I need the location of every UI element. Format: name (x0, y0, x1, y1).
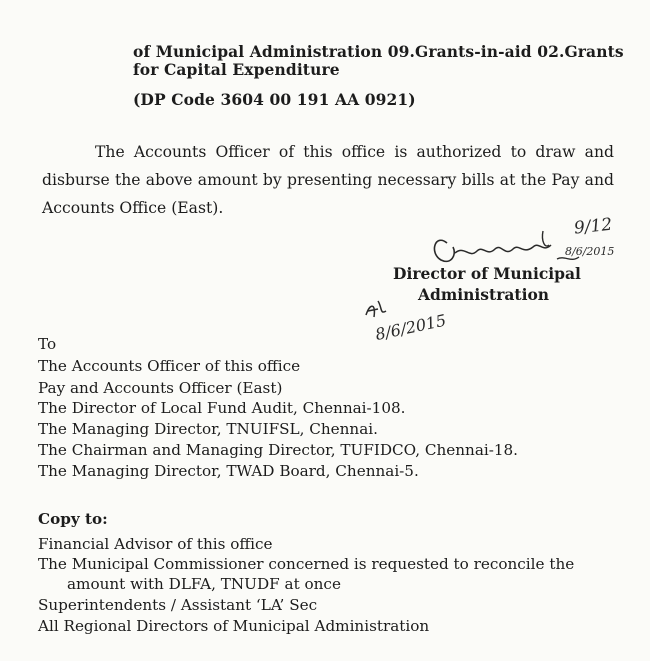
recipient-item: Pay and Accounts Officer (East) (38, 379, 283, 397)
handwritten-initials (360, 295, 460, 345)
recipient-item: The Managing Director, TNUIFSL, Chennai. (38, 420, 378, 438)
copy-item: Superintendents / Assistant ‘LA’ Sec (38, 596, 318, 614)
header-line-2: for Capital Expenditure (133, 60, 340, 79)
copy-to-label: Copy to: (38, 510, 108, 528)
copy-item: The Municipal Commissioner concerned is requested to reconcile the (38, 555, 575, 573)
signature-date-small: 8/6/2015 (565, 245, 615, 258)
svg-text:8/6/2015: 8/6/2015 (373, 310, 448, 345)
header-line-1: of Municipal Administration 09.Grants-in-aid 02.Grants (133, 42, 624, 61)
recipient-item: The Director of Local Fund Audit, Chennai-108. (38, 399, 406, 417)
copy-item: All Regional Directors of Municipal Administration (38, 617, 430, 635)
dp-code: (DP Code 3604 00 191 AA 0921) (133, 90, 416, 109)
handwritten-date-note (570, 212, 630, 242)
recipient-item: The Managing Director, TWAD Board, Chennai-5. (38, 462, 419, 480)
copy-item: Financial Advisor of this office (38, 535, 273, 553)
recipient-item: The Accounts Officer of this office (38, 357, 301, 375)
recipient-item: The Chairman and Managing Director, TUFIDCO, Chennai-18. (38, 441, 519, 459)
copy-item-continuation: amount with DLFA, TNUDF at once (67, 575, 341, 593)
signatory-title-line-2: Administration (418, 285, 550, 304)
svg-text:9/12: 9/12 (573, 214, 614, 239)
body-paragraph: The Accounts Officer of this office is authorized to draw and disburse the above amount by presenting necessary bills at the Pay and Accounts Office (East). (42, 143, 614, 217)
signatory-title-line-1: Director of Municipal (393, 264, 581, 283)
to-label: To (38, 335, 57, 353)
